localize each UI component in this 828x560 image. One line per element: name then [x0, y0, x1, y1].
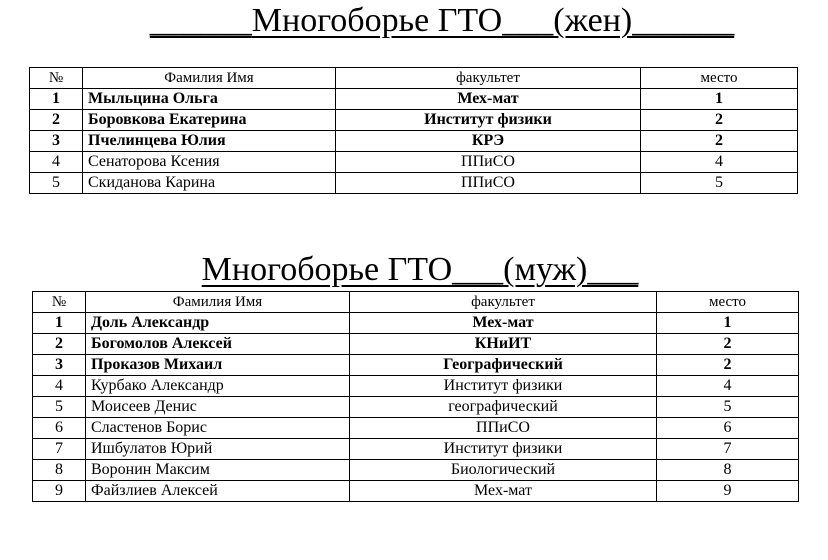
table-row [33, 376, 799, 397]
header-number: № [33, 292, 86, 313]
cell-place: 2 [641, 110, 798, 131]
table-row [33, 439, 799, 460]
cell-faculty: Биологический [350, 460, 657, 481]
women-title [28, 1, 828, 41]
cell-faculty: Институт физики [350, 376, 657, 397]
cell-name: Скиданова Карина [83, 173, 336, 194]
header-faculty: факультет [350, 292, 657, 313]
women-title-text: Многоборье ГТО___(жен)______ [251, 2, 735, 39]
cell-number: 6 [33, 418, 86, 439]
table-header-row [30, 68, 798, 89]
header-name: Фамилия Имя [83, 68, 336, 89]
cell-faculty: Географический [350, 355, 657, 376]
header-place: место [641, 68, 798, 89]
cell-name: Воронин Максим [86, 460, 350, 481]
cell-number: 1 [30, 89, 83, 110]
table-row [30, 89, 798, 110]
cell-number: 1 [33, 313, 86, 334]
cell-name: Файзлиев Алексей [86, 481, 350, 502]
cell-name: Ишбулатов Юрий [86, 439, 350, 460]
cell-name: Сенаторова Ксения [83, 152, 336, 173]
cell-number: 4 [30, 152, 83, 173]
cell-place: 4 [641, 152, 798, 173]
cell-number: 5 [33, 397, 86, 418]
cell-faculty: ППиСО [350, 418, 657, 439]
header-number: № [30, 68, 83, 89]
cell-number: 2 [33, 334, 86, 355]
women-title-prefix: ______ [149, 2, 252, 39]
cell-faculty: географический [350, 397, 657, 418]
cell-place: 5 [657, 397, 799, 418]
cell-name: Доль Александр [86, 313, 350, 334]
cell-place: 9 [657, 481, 799, 502]
cell-name: Проказов Михаил [86, 355, 350, 376]
cell-name: Курбако Александр [86, 376, 350, 397]
header-faculty: факультет [336, 68, 641, 89]
table-row [30, 131, 798, 152]
table-row [33, 334, 799, 355]
table-row [33, 313, 799, 334]
cell-place: 1 [657, 313, 799, 334]
cell-number: 4 [33, 376, 86, 397]
cell-name: Моисеев Денис [86, 397, 350, 418]
cell-faculty: КНиИТ [350, 334, 657, 355]
table-row [30, 110, 798, 131]
cell-faculty: Мех-мат [350, 313, 657, 334]
cell-number: 7 [33, 439, 86, 460]
cell-faculty: ППиСО [336, 152, 641, 173]
cell-place: 5 [641, 173, 798, 194]
cell-faculty: ППиСО [336, 173, 641, 194]
header-name: Фамилия Имя [86, 292, 350, 313]
men-table-body [33, 313, 799, 502]
cell-number: 2 [30, 110, 83, 131]
table-row [33, 481, 799, 502]
cell-place: 2 [641, 131, 798, 152]
cell-number: 3 [30, 131, 83, 152]
table-row [33, 460, 799, 481]
cell-name: Мыльцина Ольга [83, 89, 336, 110]
cell-number: 9 [33, 481, 86, 502]
cell-name: Сластенов Борис [86, 418, 350, 439]
cell-place: 7 [657, 439, 799, 460]
cell-faculty: Институт физики [350, 439, 657, 460]
cell-place: 6 [657, 418, 799, 439]
header-place: место [657, 292, 799, 313]
cell-place: 2 [657, 355, 799, 376]
men-title [6, 250, 828, 290]
cell-number: 5 [30, 173, 83, 194]
cell-name: Пчелинцева Юлия [83, 131, 336, 152]
cell-place: 1 [641, 89, 798, 110]
men-results-table [32, 291, 799, 502]
cell-number: 3 [33, 355, 86, 376]
table-row [33, 355, 799, 376]
cell-faculty: КРЭ [336, 131, 641, 152]
table-row [30, 173, 798, 194]
women-results-table [29, 67, 798, 194]
cell-place: 4 [657, 376, 799, 397]
women-table-body [30, 89, 798, 194]
cell-faculty: Мех-мат [350, 481, 657, 502]
table-header-row [33, 292, 799, 313]
cell-place: 2 [657, 334, 799, 355]
cell-faculty: Мех-мат [336, 89, 641, 110]
cell-name: Боровкова Екатерина [83, 110, 336, 131]
cell-place: 8 [657, 460, 799, 481]
cell-number: 8 [33, 460, 86, 481]
table-row [30, 152, 798, 173]
men-title-text: Многоборье ГТО___(муж)___ [201, 251, 639, 288]
table-row [33, 418, 799, 439]
cell-name: Богомолов Алексей [86, 334, 350, 355]
table-row [33, 397, 799, 418]
cell-faculty: Институт физики [336, 110, 641, 131]
